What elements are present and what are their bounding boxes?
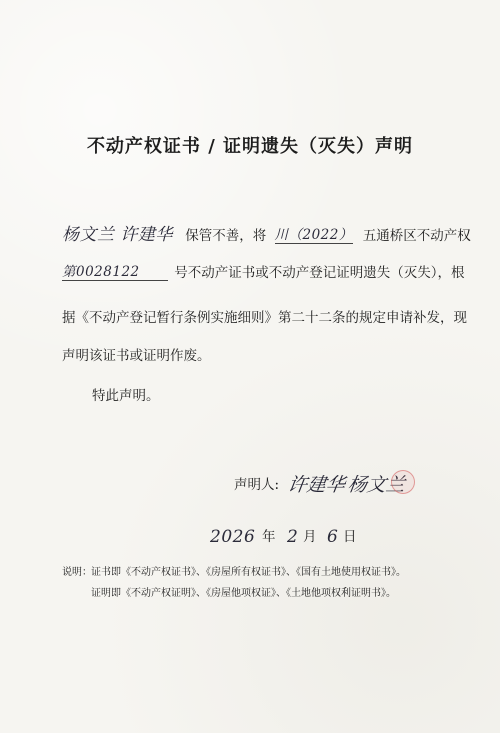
date-day: 6 (327, 527, 339, 547)
declaration-line-3: 据《不动产登记暂行条例实施细则》第二十二条的规定申请补发，现 (62, 310, 467, 326)
handwritten-holder-names: 杨文兰 许建华 (62, 225, 173, 245)
declaration-line-1 (62, 227, 471, 244)
declarant-signature-1: 许建华 (286, 474, 347, 496)
declaration-text-a: 保管不善，将 (185, 228, 267, 244)
declarant-signature-2: 杨文兰 (346, 474, 407, 496)
date-month: 2 (287, 527, 299, 547)
notes-line-1: 证书即《不动产权证书》、《房屋所有权证书》、《国有土地使用权证书》。 (91, 567, 406, 578)
date-year-label: 年 (262, 529, 276, 545)
date-month-label: 月 (303, 529, 317, 545)
red-seal-mark (391, 470, 415, 494)
special-statement: 特此声明。 (92, 388, 160, 404)
handwritten-cert-prefix: 川（2022） (274, 227, 353, 243)
notes-label: 说明： (62, 567, 92, 578)
declarant-label: 声明人: (234, 477, 280, 493)
notes-line-2: 证明即《不动产权证明》、《房屋他项权证》、《土地他项权利证明书》。 (91, 588, 396, 599)
document-title: 不动产权证书 / 证明遗失（灭失）声明 (86, 136, 414, 157)
handwritten-cert-number: 第0028122 (62, 264, 168, 281)
date-year: 2026 (210, 527, 256, 547)
declaration-text-b: 五通桥区不动产权 (362, 228, 471, 244)
date-day-label: 日 (343, 529, 357, 545)
declaration-line-2 (62, 264, 465, 281)
declaration-line-4: 声明该证书或证明作废。 (62, 348, 211, 364)
declaration-text-c: 号不动产证书或不动产登记证明遗失（灭失），根 (174, 265, 465, 281)
